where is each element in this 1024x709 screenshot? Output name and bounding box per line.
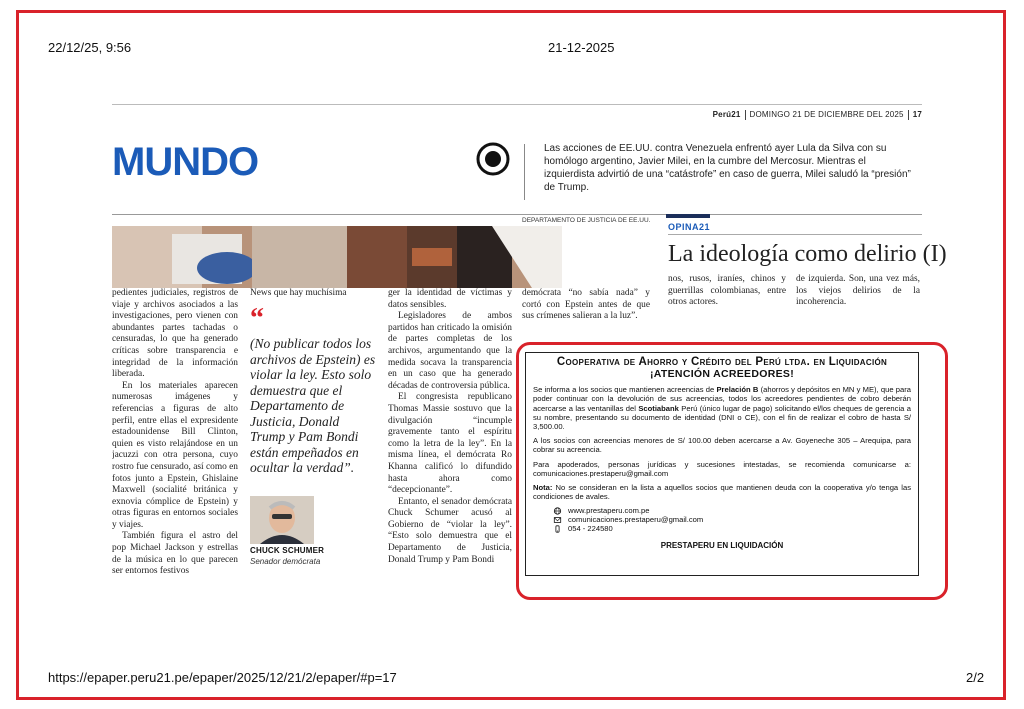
article-column-2-top: News que hay muchísima [250, 288, 347, 298]
print-center-date: 21-12-2025 [548, 40, 615, 55]
notice-title: Cooperativa de Ahorro y Crédito del Perú ltda. en Liquidación [556, 356, 888, 368]
masthead-date: DOMINGO 21 DE DICIEMBRE DEL 2025 [749, 110, 904, 120]
article-photo [112, 226, 562, 288]
section-title: MUNDO [112, 140, 259, 184]
portrait-photo [250, 496, 314, 544]
phone-icon [553, 525, 562, 533]
lead-divider [524, 144, 525, 200]
envelope-icon [553, 516, 562, 524]
lead-text: Las acciones de EE.UU. contra Venezuela enfrentó ayer Lula da Silva con su homólogo argentino, Javier Milei, en la cumbre del Mercosur. Mientras el izquierdista advirtió de una “catástrofe” en caso de guerra, Milei saludó la “presión” de Trump. [544, 143, 911, 193]
notice-signature: PRESTAPERU EN LIQUIDACIÓN [660, 541, 784, 551]
opina-title: La ideología como delirio (I) [668, 241, 947, 267]
quote-mark-icon: “ [250, 303, 264, 334]
opina-column-2: de izquierda. Son, una vez más, los viejos delirios de la incoherencia. [796, 274, 920, 308]
legal-notice [525, 352, 919, 576]
masthead [713, 110, 922, 120]
masthead-page: 17 [912, 110, 922, 120]
print-url: https://epaper.peru21.pe/epaper/2025/12/21/2/epaper/#p=17 [48, 670, 397, 685]
pull-quote: (No publicar todos los archivos de Epstein) es violar la ley. Esto solo demuestra que el Departamento de Justicia, Donald Trump y Pam Bondi están empeñados en ocultar la verdad”. [250, 336, 376, 475]
print-page-count: 2/2 [966, 670, 985, 685]
notice-paragraph-3: Para apoderados, personas jurídicas y sucesiones intestadas, se recomienda comunicarse a: comunicaciones.prestaperu@gmail.com [533, 459, 911, 478]
print-datetime: 22/12/25, 9:56 [48, 40, 132, 55]
article-column-3: ger la identidad de víctimas y datos sensibles. Legisladores de ambos partidos han criticado la omisión de partes completas de los archivos, argumentando que la medida socava la transparencia en un caso que ha generado décadas de controversia pública. El congresista republicano Thomas Massie sostuvo que la divulgación “incumple gravemente tanto el espíritu como la letra de la ley”. En la misma línea, el demócrata Ro Khanna calificó lo difundido hasta ahora como “decepcionante”. Entanto, el senador demócrata Chuck Schumer acusó al Gobierno de “violar la ley”. “Esto solo demuestra que el Departamento de Justicia, Donald Trump y Pam Bondi [388, 288, 512, 565]
notice-contacts [553, 506, 911, 533]
section-rule [112, 214, 922, 215]
notice-paragraph-2: A los socios con acreencias menores de S/ 100.00 deben acercarse a Av. Goyeneche 305 – Arequipa, para cobrar su acreencia. [533, 436, 911, 455]
globe-icon [553, 507, 562, 515]
opina-rule [668, 234, 922, 235]
contact-email: comunicaciones.prestaperu@gmail.com [553, 515, 911, 524]
top-rule [112, 104, 922, 105]
contact-web: www.prestaperu.com.pe [553, 506, 911, 515]
photo-credit: DEPARTAMENTO DE JUSTICIA DE EE.UU. [522, 217, 651, 224]
quote-author: CHUCK SCHUMER [250, 546, 325, 555]
notice-paragraph-1: Se informa a los socios que mantienen acreencias de Prelación B (ahorros y depósitos en MN y ME), que para poder continuar con la devolución de sus acreencias, todos los acreedores pendientes de cobro deberán acercarse a las ventanillas del Scotiabank Perú (único lugar de pago) solicitando el/los cheques de gerencia a su nombre, presentando su documento de identidad (DNI o CE), con el fin de realizar el cobro de hasta S/ 3,500.00. [533, 385, 911, 432]
notice-note: Nota: No se consideran en la lista a aquellos socios que mantienen deuda con la cooperativa y/o tenga las condiciones de avales. [533, 483, 911, 502]
contact-phone: 054 - 224580 [553, 524, 911, 533]
target-icon [476, 142, 510, 176]
opina-accent [666, 214, 710, 218]
article-column-1: pedientes judiciales, registros de viaje y archivos asociados a las investigaciones, pero vienen con abundantes partes tachadas o censuradas, lo que ha generado críticas sobre transparencia e integridad de la información liberada. En los materiales aparecen numerosas imágenes y referencias a figuras de alto perfil, entre ellas el expresidente estadounidense Bill Clinton, quien es visto relajándose en un jacuzzi con otra persona, cuyo rostro fue censurado, así como en fotos junto a Epstein, Ghislaine Maxwell (socialité británica y exnovia cómplice de Epstein) y otras figuras en entornos sociales y viajes. También figura el astro del pop Michael Jackson y estrellas de la música en lo que parecen ser entornos festivos [112, 288, 238, 577]
opina-label: OPINA21 [668, 222, 711, 232]
masthead-brand: Perú21 [712, 110, 741, 120]
quote-author-role: Senador demócrata [250, 557, 321, 566]
opina-column-1: nos, rusos, iraníes, chinos y guerrillas colombianas, entre otros actores. [668, 274, 786, 308]
article-column-4: demócrata “no sabía nada” y cortó con Epstein antes de que sus crímenes salieran a la luz”. [522, 288, 650, 322]
notice-subtitle: ¡ATENCIÓN ACREEDORES! [650, 368, 794, 380]
